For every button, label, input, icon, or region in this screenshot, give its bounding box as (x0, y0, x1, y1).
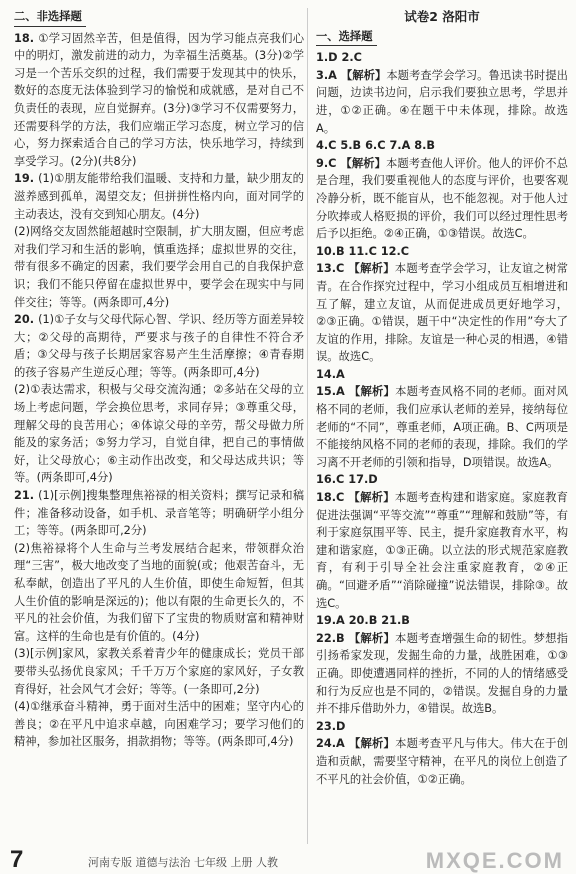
answer-item (316, 383, 568, 471)
answer-number: 14.A (316, 367, 345, 381)
answer-item (316, 49, 568, 67)
answer-number: 4.C 5.B 6.C 7.A 8.B (316, 139, 436, 153)
answer-text: 本题考查平凡与伟大。伟大在于创造和贡献，需要坚守精神，在平凡的岗位上创造了不平凡的社会价值，①②正确。 (316, 737, 568, 786)
answer-number: 24.A (316, 737, 349, 751)
answer-text: 本题考查增强生命的韧性。梦想指引扬希家发现，发掘生命的力量，战胜困难，①③正确。即使遭遇同样的挫折，不同的人的情绪感受和行为反应也是不同的，②错误。发掘自身的力量并不排斥借助外力，④错误。故选B。 (316, 631, 568, 716)
answer-text: (1)[示例]搜集整理焦裕禄的相关资料；撰写记录和稿件；准备移动设备，如手机、录音笔等；明确研学小组分工；等等。(两条即可,2分) (14, 489, 304, 538)
answer-number: 13.C (316, 262, 349, 276)
answer-text: (2)网络交友固然能超越时空限制，扩大朋友圈，但应考虑对我们学习和生活的影响，慎重选择；虚拟世界的交往，带有很多不确定的因素，我们要学会用自己的自我保护意识；我们不能只停留在虚拟世界中，要学会在现实中与同伴交往；等等。(两条即可,4分) (14, 225, 304, 309)
answer-item (14, 223, 304, 311)
answer-text: 本题考查学会学习，让友谊之树常青。在合作探究过程中，学习小组成员互相增进和互了解，建立友谊，从而促进成员更好地学习，②③正确。①错误，题干中“决定性的作用”夸大了友谊的作用，排除。友谊是一种心灵的相遇，④错误。故选C。 (316, 262, 568, 364)
answer-item (316, 155, 568, 243)
answer-number: 9.C (316, 156, 341, 170)
right-column (316, 8, 568, 788)
section-heading: 一、选择题 (316, 28, 377, 47)
left-answer-list (14, 30, 304, 751)
analysis-label: 【解析】 (348, 737, 396, 751)
paper-title: 试卷2 洛阳市 (404, 9, 480, 24)
answer-item (14, 487, 304, 540)
answer-text: 本题考查学会学习。鲁迅读书时提出问题，边读书边问，启示我们要独立思考，学思并进，①②正确。④在题干中未体现，排除。故选A。 (316, 68, 568, 135)
answer-item (316, 471, 568, 489)
footer-info: 河南专版 道德与法治 七年级 上册 人教 (88, 856, 278, 869)
answer-item (14, 381, 304, 487)
answer-text: 本题考查构建和谐家庭。家庭教育促进法强调“平等交流”“尊重”“理解和鼓励”等，有利于家庭氛围平等、民主，提升家庭教育水平，构建和谐家庭，①③正确。以立法的形式规范家庭教育，有利于引导全社会注重家庭教育，②④正确。“回避矛盾”“消除碰撞”说法错误，排除③。故选C。 (316, 491, 568, 610)
analysis-label: 【解析】 (348, 385, 396, 399)
answer-number: 16.C 17.D (316, 473, 378, 487)
answer-number: 21. (14, 489, 39, 503)
answer-number: 22.B (316, 631, 349, 645)
answer-item (14, 540, 304, 646)
analysis-label: 【解析】 (340, 68, 387, 82)
answer-text: (3)[示例]家风，家教关系着青少年的健康成长；党员干部要带头弘扬优良家风；千千万万个家庭的家风好，子女教育得好，社会风气才会好；等等。(一条即可,2分) (14, 647, 304, 696)
answer-item (14, 311, 304, 381)
answer-item (316, 137, 568, 155)
answer-number: 19.A 20.B 21.B (316, 614, 410, 628)
answer-item (14, 30, 304, 171)
answer-item (316, 630, 568, 718)
watermark: MXQE.COM (425, 848, 564, 873)
answer-text: (2)焦裕禄将个人生命与兰考发展结合起来，带领群众治理“三害”，极大地改变了当地的面貌(或；他艰苦奋斗，无私奉献，创造出了平凡的人生价值，即使生命短暂，但其人生价值的影响是深远的)；他以有限的生命更长久的，不平凡的社会价值，为我们留下了宝贵的物质财富和精神财富。这样的生命也是有价值的。(4分) (14, 541, 304, 643)
answer-number: 23.D (316, 719, 346, 733)
answer-number: 18.C (316, 491, 349, 505)
analysis-label: 【解析】 (348, 262, 395, 276)
answer-text: 本题考查风格不同的老师。面对风格不同的老师，我们应承认老师的差异，接纳每位老师的“不同”，尊重老师，A项正确。B、C两项是不能接纳风格不同的老师的表现，排除。我们的学习离不开老师的引领和指导，D项错误。故选A。 (316, 385, 568, 469)
column-divider (307, 8, 308, 844)
left-column (14, 8, 304, 751)
answer-item (316, 243, 568, 261)
answer-number: 18. (14, 31, 39, 45)
answer-item (316, 67, 568, 137)
answer-text: (4)①继承奋斗精神，勇于面对生活中的困难；坚守内心的善良；②在平凡中追求卓越，向困难学习；要学习他们的精神，参加社区服务，捐款捐物；等等。(两条即可,4分) (14, 700, 304, 749)
answer-number: 1.D 2.C (316, 51, 362, 65)
answer-number: 10.B 11.C 12.C (316, 244, 410, 258)
section-heading: 二、非选择题 (14, 8, 86, 27)
answer-text: 本题考查他人评价。他人的评价不总是合理，我们要重视他人的态度与评价，也要客观冷静分析，既不能盲从，也不能忽视。对于他人过分吹捧或人格贬损的评价，我们可以经过理性思考后予以拒绝。②④正确，①③错误。故选C。 (316, 156, 568, 241)
answer-number: 19. (14, 172, 39, 186)
answer-item (316, 260, 568, 366)
answer-item (14, 645, 304, 698)
answer-number: 15.A (316, 385, 349, 399)
answer-text: (1)①子女与父母代际心智、学识、经历等方面差异较大；②父母的高期待，严要求与孩子的自律性不符合矛盾；③父母与孩子长期居家容易产生生活摩擦；④青春期的孩子容易产生逆反心理；等等。(两条即可,4分) (14, 313, 304, 379)
analysis-label: 【解析】 (348, 631, 396, 645)
page-number: 7 (10, 846, 24, 873)
answer-text: (2)①表达需求，积极与父母交流沟通；②多站在父母的立场上考虑问题，学会换位思考，求同存异；③尊重父母，理解父母的良苦用心；④体谅父母的辛劳，帮父母做力所能及的家务活；⑤努力学习，自觉自律，把自己的事情做好，让父母放心；⑥主动作出改变，和父母达成共识；等等。(两条即可,4分) (14, 383, 304, 485)
analysis-label: 【解析】 (340, 156, 386, 170)
answer-item (316, 489, 568, 612)
answer-item (316, 366, 568, 384)
answer-item (14, 170, 304, 223)
analysis-label: 【解析】 (348, 491, 395, 505)
answer-item (316, 612, 568, 630)
answer-text: (1)①朋友能带给我们温暖、支持和力量，缺少朋友的滋养感到孤单，渴望交友；但拼拼性格内向，面对同学的主动表达，没有交到知心朋友。(4分) (14, 172, 304, 221)
answer-text: ①学习固然辛苦，但是值得，因为学习能点亮我们心中的明灯，激发前进的动力，为幸福生活奠基。(3分)②学习是一个苦乐交织的过程，我们需要于发现其中的快乐，数好的态度无法体验到学习的愉悦和成就感，是对自己不负责任的表现，应自觉摒弃。(3分)③学习不仅需要努力，还需要科学的方法，我们应端正学习态度，树立学习的信心，努力探索适合自己的学习方法，快乐地学习，持续到享受学习。(2分)(共8分) (14, 31, 304, 168)
answer-item (316, 718, 568, 736)
right-answer-list (316, 49, 568, 788)
answer-number: 3.A (316, 68, 341, 82)
answer-number: 20. (14, 313, 39, 327)
answer-item (316, 735, 568, 788)
answer-item (14, 698, 304, 751)
